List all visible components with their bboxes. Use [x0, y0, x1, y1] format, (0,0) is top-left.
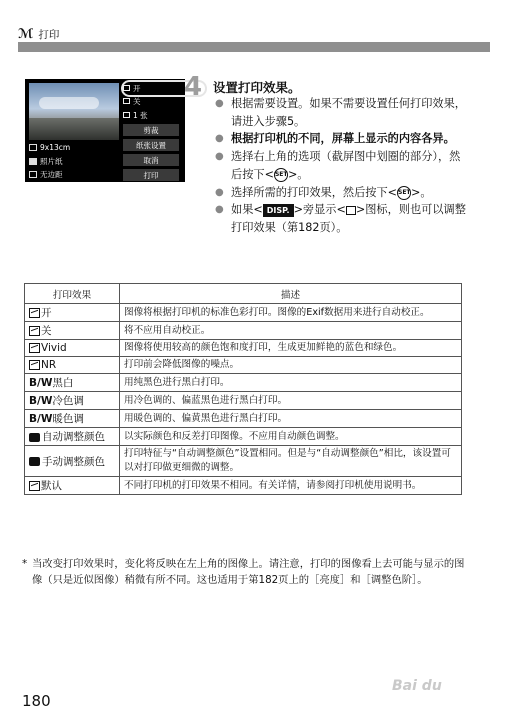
- effect-name: Vivid: [25, 340, 120, 357]
- table-row: [25, 446, 462, 477]
- bullet-item: ● 选择右上角的选项（截屏图中划圈的部分），然后按下<SET>。: [213, 148, 468, 183]
- print-effect-icon: [29, 481, 40, 491]
- table-row: [25, 374, 462, 392]
- menu-trim[interactable]: 剪裁: [123, 124, 179, 136]
- effect-name: B/W暖色调: [25, 410, 120, 428]
- print-effect-icon: [29, 326, 40, 336]
- layout-icon: [29, 171, 37, 178]
- print-effects-table: [24, 283, 462, 495]
- column-header: 描述: [120, 284, 462, 304]
- footnote: [22, 557, 472, 588]
- effect-desc: 打印前会降低图像的噪点。: [120, 357, 462, 374]
- step-number: 4: [184, 72, 203, 102]
- print-effect-icon: [29, 308, 40, 318]
- table-row: [25, 304, 462, 322]
- header-bar: [18, 42, 490, 52]
- section-header: [18, 27, 59, 41]
- step-title: 设置打印效果。: [213, 80, 301, 95]
- footnote-text: 当改变打印效果时，变化将反映在左上角的图像上。请注意，打印的图像看上去可能与显示的图像（只是近似图像）稍微有所不同。这也适用于第182页上的［亮度］和［调整色阶］。: [32, 558, 465, 586]
- table-row: [25, 392, 462, 410]
- menu-copies[interactable]: 1 张: [123, 109, 179, 121]
- footnote-marker: *: [22, 558, 28, 570]
- effect-name: 默认: [25, 477, 120, 495]
- table-row: [25, 340, 462, 357]
- camera-icon: [29, 433, 40, 442]
- copies-icon: [123, 112, 130, 118]
- table-row: [25, 477, 462, 495]
- paper-type-icon: [29, 158, 37, 165]
- menu-date[interactable]: 关: [123, 95, 179, 107]
- bullet-item: ● 根据打印机的不同，屏幕上显示的内容各异。: [213, 130, 468, 148]
- lcd-screenshot: [25, 79, 185, 182]
- table-row: [25, 410, 462, 428]
- effect-desc: 用暖色调的、偏黄黑色进行黑白打印。: [120, 410, 462, 428]
- table-header-row: [25, 284, 462, 304]
- table-row: [25, 357, 462, 374]
- adjust-icon: [346, 206, 356, 215]
- step-instructions: [213, 95, 468, 237]
- menu-cancel[interactable]: 取消: [123, 154, 179, 166]
- effect-name: 手动调整颜色: [25, 446, 120, 477]
- effect-name: B/W黑白: [25, 374, 120, 392]
- bullet-item: ● 根据需要设置。如果不需要设置任何打印效果，请进入步骤5。: [213, 95, 468, 130]
- set-button-icon: SET: [397, 186, 411, 200]
- effect-desc: 不同打印机的打印效果不相同。有关详情，请参阅打印机使用说明书。: [120, 477, 462, 495]
- effect-name: 关: [25, 322, 120, 340]
- effect-desc: 图像将使用较高的颜色饱和度打印，生成更加鲜艳的蓝色和绿色。: [120, 340, 462, 357]
- camera-icon: [29, 457, 40, 466]
- section-title: 打印: [38, 28, 60, 41]
- paper-size-icon: [29, 144, 37, 151]
- printer-icon: ℳ: [18, 26, 34, 42]
- lcd-layout: 无边距: [29, 169, 63, 180]
- menu-paper-settings[interactable]: 纸张设置: [123, 139, 179, 151]
- lcd-paper-type: 照片纸: [29, 156, 63, 167]
- menu-print[interactable]: 打印: [123, 169, 179, 181]
- effect-desc: 用冷色调的、偏蓝黑色进行黑白打印。: [120, 392, 462, 410]
- table-row: [25, 322, 462, 340]
- disp-button-icon: DISP.: [263, 204, 294, 217]
- bullet-item: ● 如果< DISP. >旁显示< >图标，则也可以调整打印效果（第182页）。: [213, 201, 468, 236]
- effect-name: 开: [25, 304, 120, 322]
- effect-desc: 以实际颜色和反差打印图像。不应用自动颜色调整。: [120, 428, 462, 446]
- page-number: 180: [22, 692, 51, 710]
- menu-print-effect[interactable]: 开: [123, 82, 179, 94]
- preview-image: [29, 83, 119, 140]
- lcd-paper-size: 9x13cm: [29, 143, 70, 152]
- bullet-item: ● 选择所需的打印效果，然后按下<SET>。: [213, 184, 468, 202]
- effect-name: 自动调整颜色: [25, 428, 120, 446]
- effect-desc: 将不应用自动校正。: [120, 322, 462, 340]
- print-effect-icon: [123, 85, 130, 91]
- table-row: [25, 428, 462, 446]
- effect-desc: 打印特征与“自动调整颜色”设置相同。但是与“自动调整颜色”相比，该设置可以对打印做更细微的调整。: [120, 446, 462, 477]
- effect-desc: 用纯黑色进行黑白打印。: [120, 374, 462, 392]
- effect-desc: 图像将根据打印机的标准色彩打印。图像的Exif数据用来进行自动校正。: [120, 304, 462, 322]
- watermark: Bai du: [392, 678, 442, 694]
- print-effect-icon: [29, 360, 40, 370]
- set-button-icon: SET: [274, 168, 288, 182]
- date-icon: [123, 98, 130, 104]
- print-effect-icon: [29, 343, 40, 353]
- effect-name: B/W冷色调: [25, 392, 120, 410]
- effect-name: NR: [25, 357, 120, 374]
- column-header: 打印效果: [25, 284, 120, 304]
